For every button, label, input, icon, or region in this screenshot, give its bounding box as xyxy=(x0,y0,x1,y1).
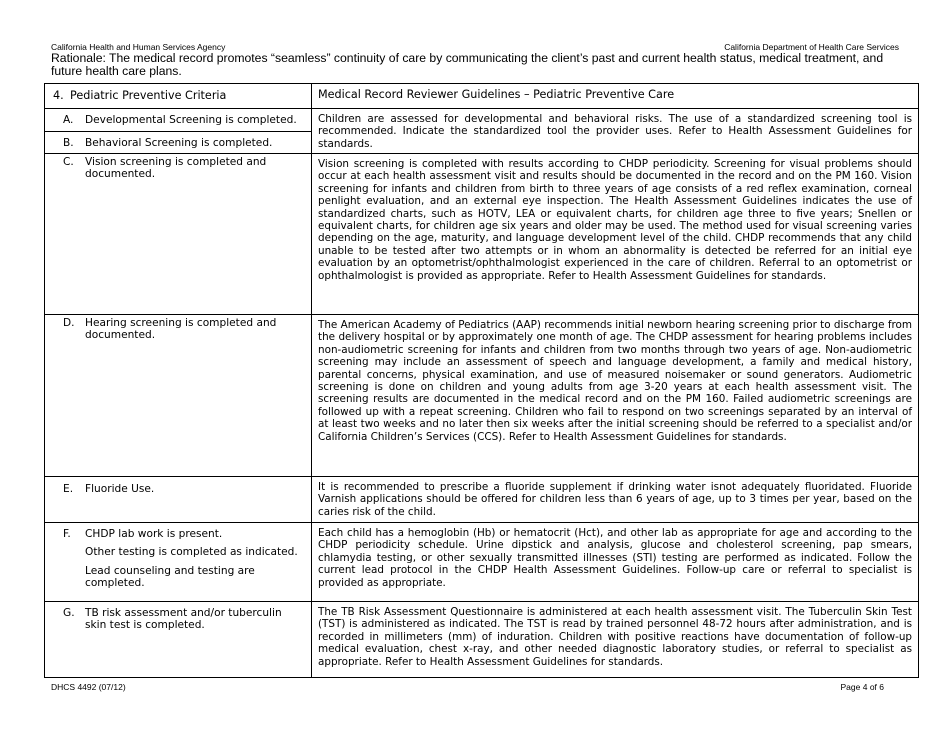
criteria-item xyxy=(45,607,311,632)
criteria-item xyxy=(45,483,311,495)
criteria-cell xyxy=(45,523,312,601)
table-header-row xyxy=(45,84,918,108)
item-text: Hearing screening is completed and documented. xyxy=(85,317,277,342)
criteria-subitem: Other testing is completed as indicated. xyxy=(85,546,298,559)
criteria-cell xyxy=(45,315,312,476)
criteria-item xyxy=(45,317,311,342)
guideline-cell: The American Academy of Pediatrics (AAP) recommends initial newborn hearing screening prior to discharge from the delivery hospital or by approximately one month of age. The CHDP assessment for hearing problems includes non-audiometric screening for infants and children from two months through two years of age. Non-audiometric screening may include an assessment of speech and language development, a family and medical history, parental concerns, physical examination, and use of measured noisemaker or sound generators. Audiometric screening is done on children and young adults from age 3-20 years at each health assessment visit. The screening results are documented in the medical record and on the PM 160. Failed audiometric screenings are followed up with a repeat screening. Children who fail to respond on two screenings separated by an interval of at least two weeks and no later then six weeks after the initial screening should be referred to a specialist and/or California Children’s Services (CCS). Refer to Health Assessment Guidelines for standards. xyxy=(318,319,913,443)
guidelines-column-header: Medical Record Reviewer Guidelines – Pediatric Preventive Care xyxy=(318,88,675,101)
criteria-table xyxy=(44,83,919,678)
criteria-title: Pediatric Preventive Criteria xyxy=(70,89,227,102)
criteria-item xyxy=(45,114,311,126)
criteria-column-header xyxy=(45,84,312,108)
guideline-cell: Vision screening is completed with results according to CHDP periodicity. Screening for visual problems should occur at each health assessment visit and results should be documented in the record and on the PM 160. Vision screening for infants and children from birth to three years of age consists of a red reflex examination, corneal penlight evaluation, and an external eye inspection. The Health Assessment Guidelines indicates the use of standardized charts, such as HOTV, LEA or equivalent charts, for children age three to five years; Snellen or equivalent charts, for children age six years and older may be used. The method used for visual screening varies depending on the age, maturity, and language development level of the child. CHDP recommends that any child unable to be tested after two attempts or in whom an abnormality is detected be referred for an initial eye evaluation by an optometrist/ophthalmologist experienced in the care of children. Referral to an optometrist or ophthalmologist is provided as appropriate. Refer to Health Assessment Guidelines for standards. xyxy=(318,158,912,282)
item-text: Vision screening is completed and documented. xyxy=(85,156,267,181)
item-text: Developmental Screening is completed. xyxy=(85,114,297,126)
item-letter: F. xyxy=(63,528,71,540)
criteria-cell xyxy=(45,154,312,314)
rationale-text: Rationale: The medical record promotes “seamless” continuity of care by communicating the client’s past and current health status, medical treatment, and future health care plans. xyxy=(51,51,884,78)
guideline-cell: Each child has a hemoglobin (Hb) or hematocrit (Hct), and other lab as appropriate for age and according to the CHDP periodicity schedule. Urine dipstick and analysis, glucose and cholesterol screening, pap smears, chlamydia testing, or other sexually transmitted illnesses (STI) testing are performed as indicated. Follow the current lead protocol in the CHDP Health Assessment Guidelines. Follow-up care or referral to specialist is provided as appropriate. xyxy=(318,527,912,589)
item-letter: A. xyxy=(63,114,74,126)
item-letter: E. xyxy=(63,483,74,495)
criteria-item xyxy=(45,137,311,149)
item-letter: G. xyxy=(63,607,75,619)
item-text: CHDP lab work is present. xyxy=(85,528,223,540)
item-text: Behavioral Screening is completed. xyxy=(85,137,273,149)
table-row xyxy=(45,476,918,522)
table-row xyxy=(45,522,918,601)
criteria-cell xyxy=(45,109,312,153)
item-letter: B. xyxy=(63,137,74,149)
criteria-subitem: Lead counseling and testing are completed. xyxy=(85,564,255,590)
criteria-item xyxy=(45,528,311,540)
page-number: Page 4 of 6 xyxy=(840,682,884,692)
item-text: TB risk assessment and/or tuberculin skin test is completed. xyxy=(85,607,282,632)
criteria-cell xyxy=(45,602,312,677)
item-letter: D. xyxy=(63,317,75,329)
department-name: California Department of Health Care Services xyxy=(724,42,899,52)
form-number: DHCS 4492 (07/12) xyxy=(51,682,126,692)
item-letter: C. xyxy=(63,156,74,168)
guideline-cell: Children are assessed for developmental and behavioral risks. The use of a standardized screening tool is recommended. Indicate the standardized tool the provider uses. Refer to Health Assessment Guidelines for standards. xyxy=(318,113,912,150)
item-divider xyxy=(45,131,311,132)
criteria-item xyxy=(45,156,311,181)
table-row xyxy=(45,153,918,314)
item-text: Fluoride Use. xyxy=(85,483,155,495)
section-number: 4. xyxy=(53,89,64,102)
agency-name: California Health and Human Services Agency xyxy=(51,42,226,52)
criteria-cell xyxy=(45,477,312,522)
guideline-cell: The TB Risk Assessment Questionnaire is administered at each health assessment visit. The Tuberculin Skin Test (TST) is administered as indicated. The TST is read by trained personnel 48-72 hours after administration, and is recorded in millimeters (mm) of induration. Children with positive reactions have documentation of follow-up medical evaluation, chest x-ray, and other needed diagnostic laboratory studies, or referral to specialist as appropriate. Refer to Health Assessment Guidelines for standards. xyxy=(318,606,912,668)
table-row xyxy=(45,601,918,677)
guideline-cell: It is recommended to prescribe a fluoride supplement if drinking water isnot adequately fluoridated. Fluoride Varnish applications should be offered for children less than 6 years of age, up to 3 times per year, based on the caries risk of the child. xyxy=(318,481,912,518)
table-row xyxy=(45,108,918,153)
table-row xyxy=(45,314,918,476)
